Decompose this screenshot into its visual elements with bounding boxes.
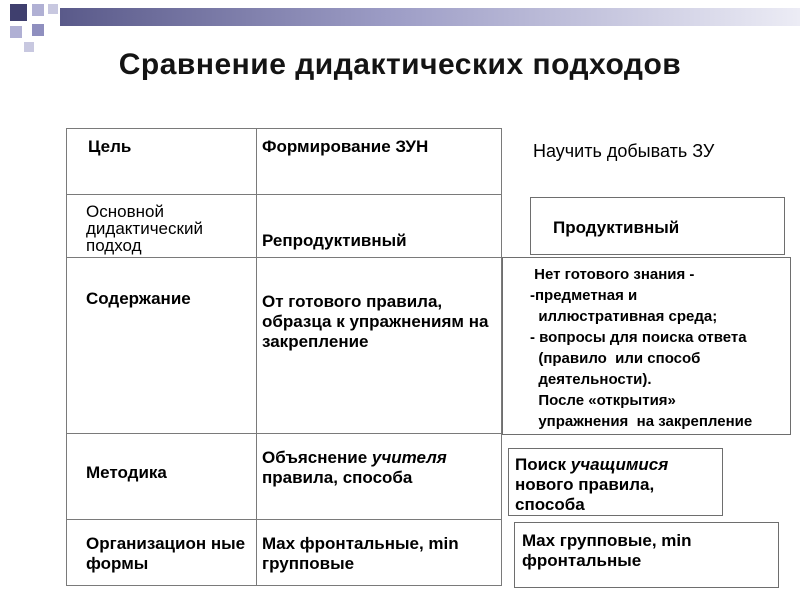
reproductive-forms: Max фронтальные, min групповые (262, 534, 459, 573)
productive-forms: Max групповые, min фронтальные (522, 531, 692, 570)
reproductive-content: От готового правила, образца к упражнениям на закрепление (262, 292, 489, 351)
content-line: После «открытия» (530, 392, 676, 409)
decor-square (10, 26, 22, 38)
method-text: нового правила, способа (515, 475, 655, 514)
row-label-approach: Основной дидактический подход (86, 202, 203, 255)
productive-content (530, 264, 752, 432)
productive-method (515, 455, 720, 515)
method-emphasis: учителя (371, 448, 447, 467)
decor-square (48, 4, 58, 14)
reproductive-goal: Формирование ЗУН (262, 137, 429, 156)
decor-square (32, 24, 44, 36)
method-text: правила, способа (262, 468, 413, 487)
table-border (66, 585, 502, 586)
row-label-forms: Организацион ные формы (86, 534, 246, 573)
productive-approach: Продуктивный (553, 218, 680, 237)
table-border (66, 257, 502, 258)
table-border (66, 128, 67, 586)
content-line: иллюстративная среда; (530, 308, 718, 325)
content-line: (правило или способ (530, 350, 701, 367)
row-label-method: Методика (86, 463, 167, 482)
productive-goal: Научить добывать ЗУ (533, 141, 715, 161)
decor-square (32, 4, 44, 16)
content-line: упражнения на закрепление (530, 413, 753, 430)
header-bar (60, 8, 800, 26)
decor-square (10, 4, 27, 21)
page-title: Сравнение дидактических подходов (118, 48, 682, 81)
reproductive-approach: Репродуктивный (262, 231, 407, 250)
method-text: Объяснение (262, 448, 372, 467)
table-border (66, 128, 502, 129)
method-text: Поиск (515, 455, 571, 474)
table-border (66, 433, 502, 434)
content-line: деятельности). (530, 371, 652, 388)
table-border (66, 519, 502, 520)
table-border (66, 194, 502, 195)
content-line: -предметная и (530, 287, 638, 304)
row-label-content: Содержание (86, 289, 191, 308)
reproductive-method (262, 448, 492, 488)
row-label-goal: Цель (88, 137, 132, 156)
content-line: Нет готового знания - (530, 266, 695, 283)
method-emphasis: учащимися (570, 455, 669, 474)
content-line: - вопросы для поиска ответа (530, 329, 747, 346)
table-border (256, 128, 257, 586)
